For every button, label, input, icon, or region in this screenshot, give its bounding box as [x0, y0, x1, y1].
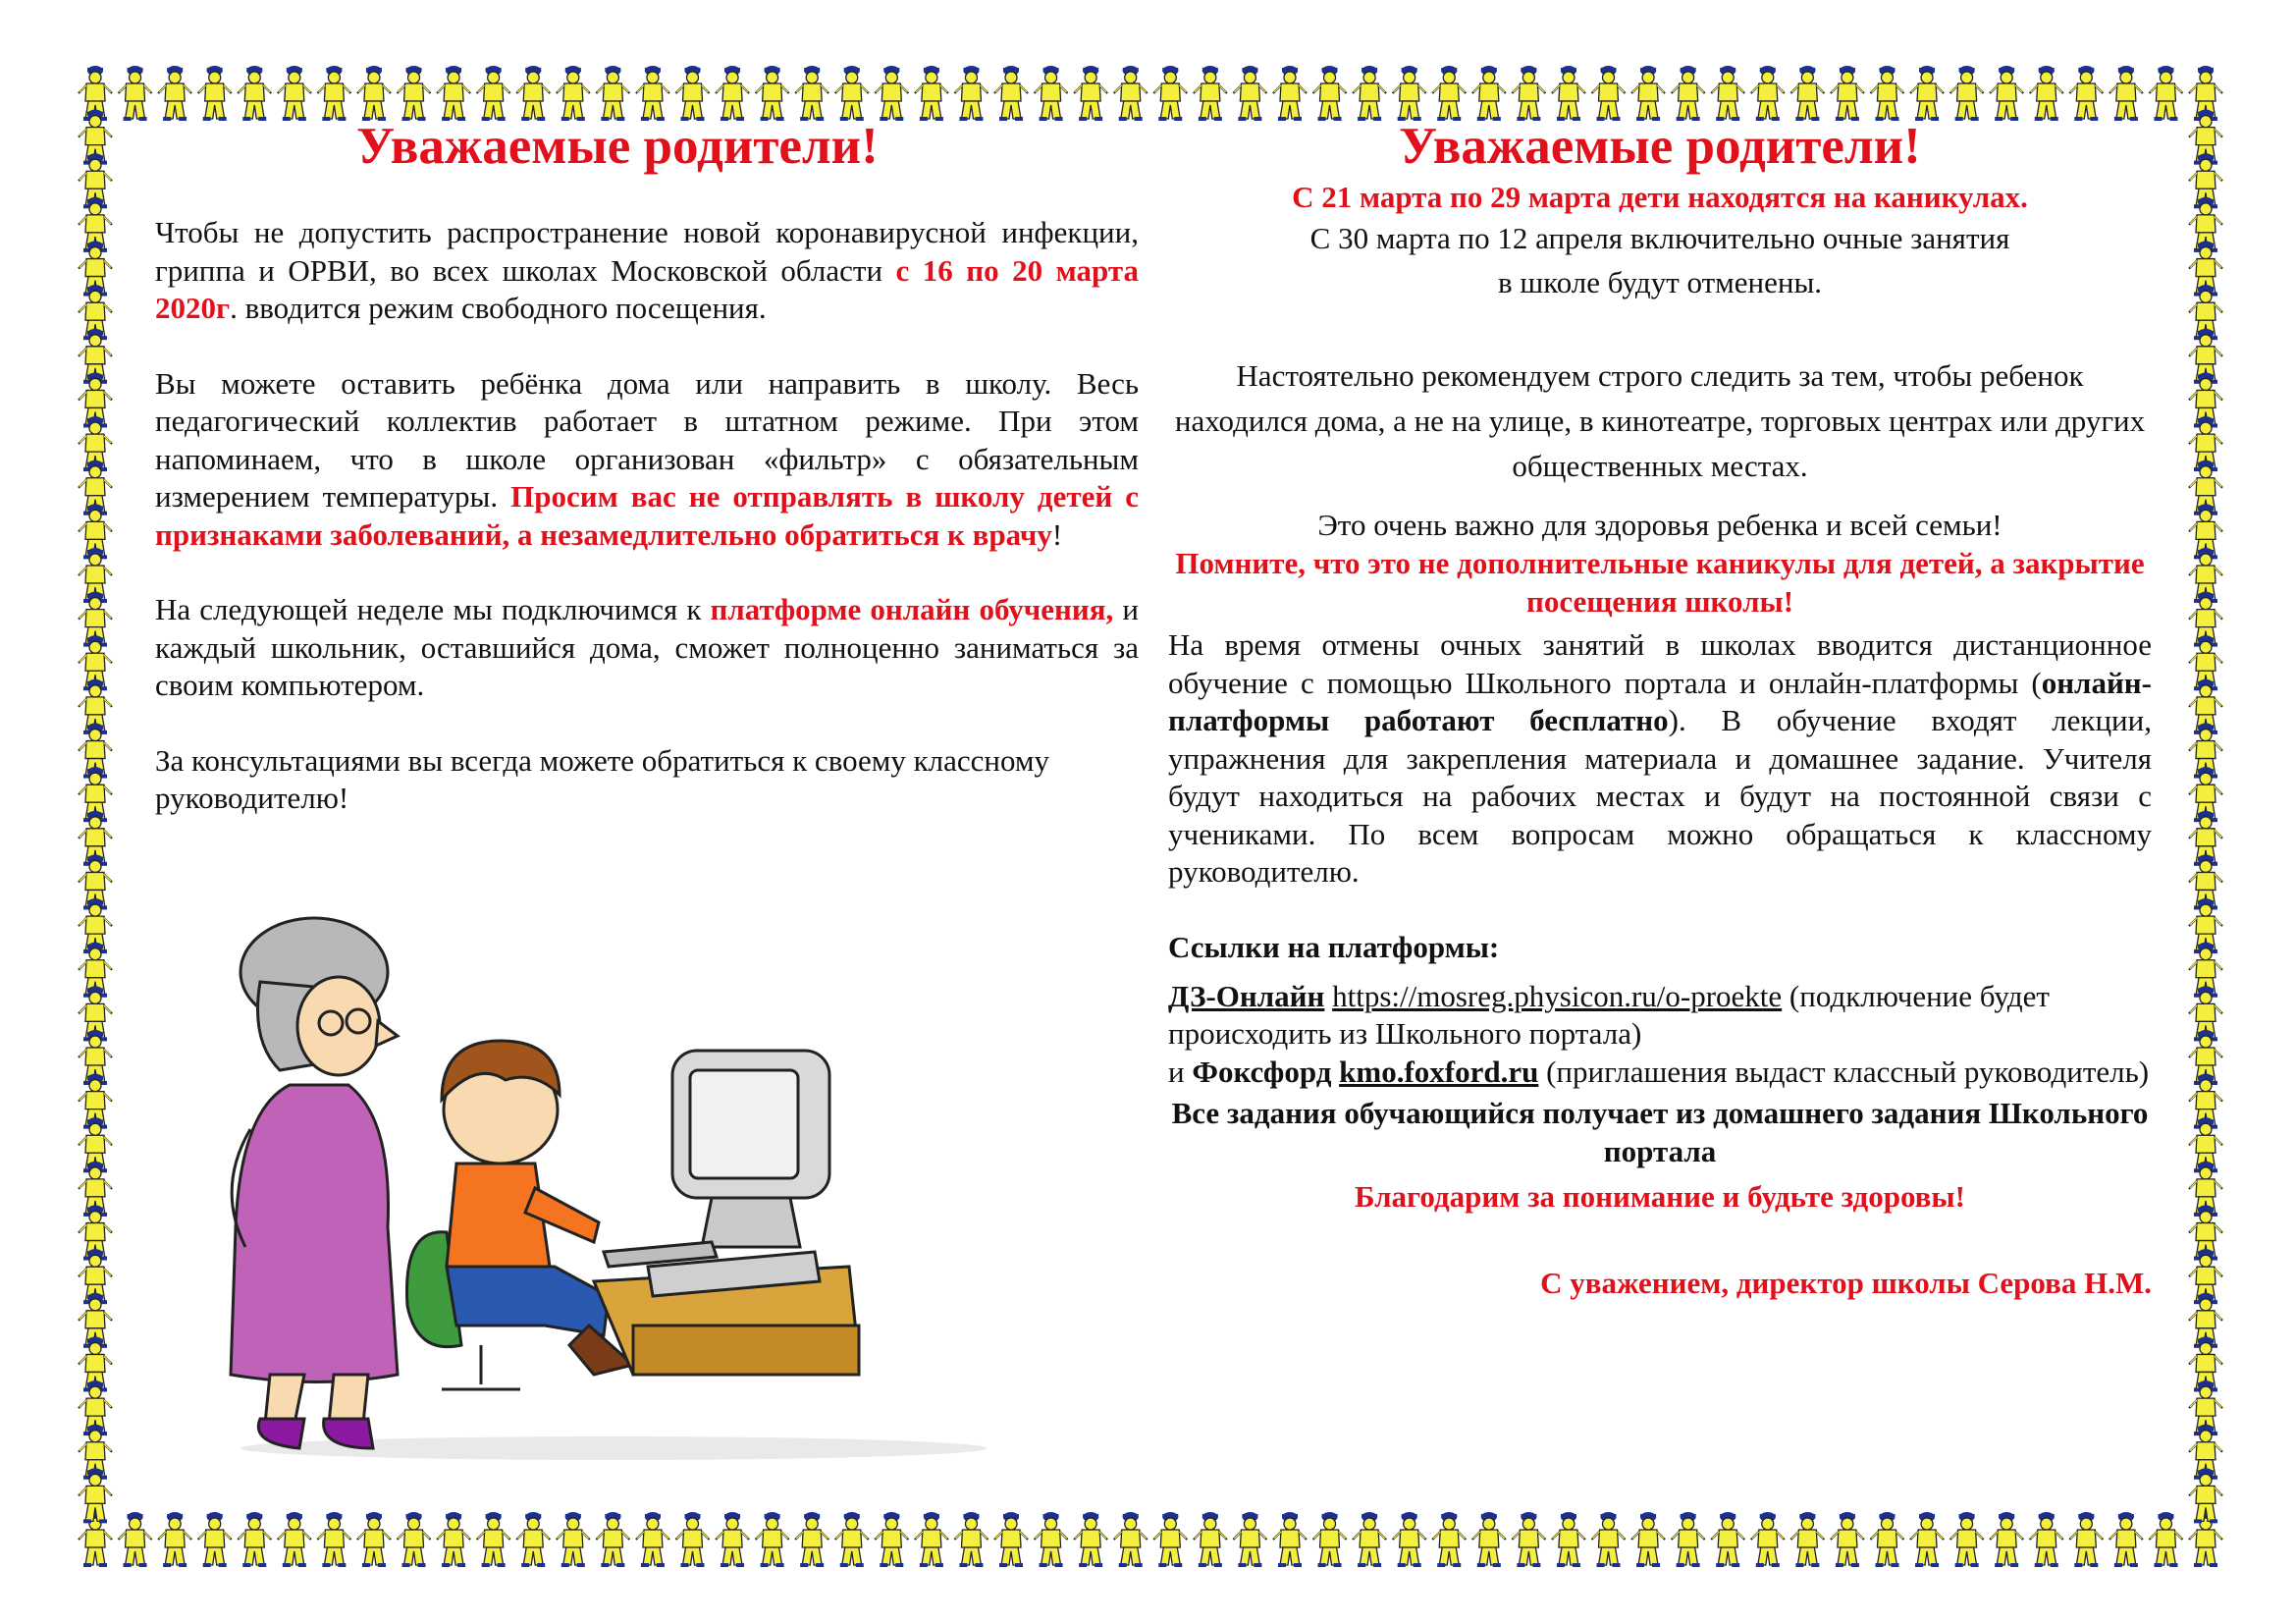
schoolboy-figure-icon: [835, 66, 869, 121]
schoolboy-figure-icon: [795, 1512, 828, 1567]
tasks-notice: Все задания обучающийся получает из домашнего задания Школьного портала: [1171, 1096, 2149, 1168]
schoolboy-figure-icon: [1790, 66, 1824, 121]
schoolboy-figure-icon: [278, 1512, 311, 1567]
schoolboy-figure-icon: [1313, 1512, 1347, 1567]
schoolboy-figure-icon: [2030, 66, 2063, 121]
schoolboy-figure-icon: [1353, 66, 1386, 121]
schoolboy-figure-icon: [1233, 66, 1266, 121]
schoolboy-figure-icon: [1194, 1512, 1227, 1567]
text-span: . вводится режим свободного посещения.: [230, 291, 767, 325]
schoolboy-figure-icon: [636, 1512, 669, 1567]
text-span: Чтобы не допустить распространение новой коронавирусной инфекции, гриппа и ОРВИ, во всех школах Московской области: [155, 215, 1139, 288]
schoolboy-figure-icon: [1711, 66, 1744, 121]
schoolboy-figure-icon: [437, 66, 470, 121]
schoolboy-figure-icon: [675, 1512, 709, 1567]
cancel-line-2: в школе будут отменены.: [1497, 265, 1823, 299]
schoolboy-figure-icon: [198, 66, 232, 121]
schoolboy-figure-icon: [1990, 1512, 2023, 1567]
schoolboy-figure-icon: [1711, 1512, 1744, 1567]
schoolboy-figure-icon: [2069, 1512, 2103, 1567]
paragraph-free-attendance: [155, 214, 1139, 328]
paragraph-consultations: За консультациями вы всегда можете обратиться к своему классному руководителю!: [155, 742, 1050, 815]
schoolboy-figure-icon: [1153, 66, 1187, 121]
schoolboy-figure-icon: [1672, 1512, 1705, 1567]
schoolboy-figure-icon: [357, 1512, 391, 1567]
left-title: Уважаемые родители!: [356, 118, 879, 175]
cancel-line-1: С 30 марта по 12 апреля включительно очные занятия: [1309, 221, 2010, 255]
paragraph-online-platform: [155, 591, 1139, 705]
schoolboy-figure-icon: [158, 1512, 191, 1567]
schoolboy-figure-icon: [915, 1512, 948, 1567]
schoolboy-figure-icon: [795, 66, 828, 121]
schoolboy-figure-icon: [875, 66, 908, 121]
schoolboy-figure-icon: [317, 1512, 350, 1567]
schoolboy-figure-icon: [994, 66, 1028, 121]
director-signature: С уважением, директор школы Серова Н.М.: [1540, 1266, 2152, 1300]
distance-learning-paragraph: [1168, 626, 2152, 892]
schoolboy-figure-icon: [675, 66, 709, 121]
schoolboy-figure-icon: [238, 1512, 271, 1567]
schoolboy-figure-icon: [1035, 66, 1068, 121]
schoolboy-figure-icon: [1552, 1512, 1585, 1567]
schoolboy-figure-icon: [716, 1512, 749, 1567]
schoolboy-figure-icon: [1472, 1512, 1506, 1567]
holidays-notice: С 21 марта по 29 марта дети находятся на каникулах.: [1292, 180, 2028, 214]
free-platforms-highlight: онлайн-платформы работают бесплатно: [1168, 665, 2152, 737]
schoolboy-figure-icon: [516, 66, 550, 121]
schoolboy-figure-icon: [1194, 66, 1227, 121]
schoolboy-figure-icon: [1870, 1512, 1903, 1567]
schoolboy-figure-icon: [398, 1512, 431, 1567]
schoolboy-figure-icon: [119, 66, 152, 121]
schoolboy-figure-icon: [596, 1512, 629, 1567]
schoolboy-figure-icon: [756, 66, 789, 121]
text-span: (приглашения выдаст классный руководитель): [1538, 1054, 2150, 1089]
schoolboy-figure-icon: [1114, 1512, 1148, 1567]
schoolboy-figure-icon: [238, 66, 271, 121]
platform-highlight: платформе онлайн обучения,: [710, 592, 1114, 626]
schoolboy-figure-icon: [1592, 66, 1626, 121]
text-span: и каждый школьник, оставшийся дома, сможет полноценно заниматься за своим компьютером.: [155, 592, 1139, 702]
schoolboy-figure-icon: [2030, 1512, 2063, 1567]
health-importance: Это очень важно для здоровья ребенка и всей семьи!: [1317, 508, 2002, 542]
schoolboy-figure-icon: [1592, 1512, 1626, 1567]
dz-online-link[interactable]: https://mosreg.physicon.ru/o-proekte: [1332, 978, 1783, 1013]
schoolboy-figure-icon: [1631, 66, 1665, 121]
schoolboy-figure-icon: [1910, 66, 1944, 121]
schoolboy-figure-icon: [1950, 66, 1984, 121]
schoolboy-figure-icon: [477, 66, 510, 121]
schoolboy-figure-icon: [636, 66, 669, 121]
schoolboy-figure-icon: [516, 1512, 550, 1567]
schoolboy-figure-icon: [1552, 66, 1585, 121]
text-span: На время отмены очных занятий в школах вводится дистанционное обучение с помощью Школьного портала и онлайн-платформы (: [1168, 627, 2152, 700]
schoolboy-figure-icon: [1631, 1512, 1665, 1567]
links-heading: Ссылки на платформы:: [1168, 929, 1500, 964]
schoolboy-figure-icon: [1114, 66, 1148, 121]
schoolboy-figure-icon: [756, 1512, 789, 1567]
platform-link-foxford: [1168, 1054, 2152, 1092]
schoolboy-figure-icon: [954, 1512, 988, 1567]
schoolboy-figure-icon: [477, 1512, 510, 1567]
schoolboy-figure-icon: [1353, 1512, 1386, 1567]
schoolboy-figure-icon: [1512, 66, 1545, 121]
schoolboy-figure-icon: [357, 66, 391, 121]
schoolboy-figure-icon: [398, 66, 431, 121]
schoolboy-figure-icon: [1074, 66, 1107, 121]
schoolboy-figure-icon: [278, 66, 311, 121]
schoolboy-figure-icon: [2069, 66, 2103, 121]
schoolboy-figure-icon: [1273, 1512, 1307, 1567]
schoolboy-figure-icon: [158, 66, 191, 121]
right-column: [1168, 116, 2152, 1302]
schoolboy-figure-icon: [1432, 66, 1466, 121]
schoolboy-figure-icon: [437, 1512, 470, 1567]
schoolboy-figure-icon: [1313, 66, 1347, 121]
schoolboy-figure-icon: [1751, 1512, 1785, 1567]
schoolboy-figure-icon: [875, 1512, 908, 1567]
text-span: ). В обучение входят лекции, упражнения для закрепления материала и домашнее задание. Учителя будут находиться на рабочих местах и будут на постоянной связи с учениками. По всем вопросам можно обращаться к классному руководителю.: [1168, 703, 2152, 889]
stay-home-recommendation: Настоятельно рекомендуем строго следить за тем, чтобы ребенок находился дома, а не на улице, в кинотеатре, торговых центрах или других общественных местах.: [1174, 358, 2146, 483]
schoolboy-figure-icon: [2109, 1512, 2143, 1567]
schoolboy-figure-icon: [1990, 66, 2023, 121]
schoolboy-figure-icon: [1153, 1512, 1187, 1567]
schoolboy-figure-icon: [317, 66, 350, 121]
schoolboy-figure-icon: [915, 66, 948, 121]
dz-online-name: ДЗ-Онлайн: [1168, 978, 1325, 1013]
schoolboy-figure-icon: [1472, 66, 1506, 121]
text-span: (подключение будет происходить из Школьного портала): [1168, 978, 2050, 1051]
schoolboy-figure-icon: [954, 66, 988, 121]
right-title: Уважаемые родители!: [1399, 118, 1921, 175]
schoolboy-figure-icon: [119, 1512, 152, 1567]
schoolboy-figure-icon: [2149, 66, 2182, 121]
schoolboy-figure-icon: [1751, 66, 1785, 121]
dates-highlight: с 16 по 20 марта 2020г: [155, 252, 1139, 325]
schoolboy-figure-icon: [1831, 66, 1864, 121]
left-column: [155, 116, 1139, 818]
foxford-link[interactable]: kmo.foxford.ru: [1339, 1054, 1539, 1089]
schoolboy-figure-icon: [557, 66, 590, 121]
schoolboy-figure-icon: [1393, 1512, 1426, 1567]
schoolboy-figure-icon: [1432, 1512, 1466, 1567]
schoolboy-figure-icon: [1393, 66, 1426, 121]
schoolboy-figure-icon: [716, 66, 749, 121]
sick-children-warning: Просим вас не отправлять в школу детей с признаками заболеваний, а незамедлительно обратиться к врачу: [155, 479, 1139, 552]
text-span: и: [1168, 1054, 1193, 1089]
schoolboy-figure-icon: [596, 66, 629, 121]
text-span: !: [1051, 516, 1063, 552]
schoolboy-figure-icon: [1035, 1512, 1068, 1567]
schoolboy-figure-icon: [994, 1512, 1028, 1567]
foxford-name: Фоксфорд: [1192, 1054, 1332, 1089]
text-span: Вы можете оставить ребёнка дома или направить в школу. Весь педагогический коллектив работает в штатном режиме. При этом напоминаем, что в школе организован «фильтр» с обязательным измерением температуры.: [155, 365, 1139, 514]
thanks-line: Благодарим за понимание и будьте здоровы!: [1355, 1179, 1965, 1214]
schoolboy-figure-icon: [1273, 66, 1307, 121]
schoolboy-figure-icon: [1512, 1512, 1545, 1567]
schoolboy-figure-icon: [1074, 1512, 1107, 1567]
schoolboy-figure-icon: [1950, 1512, 1984, 1567]
schoolboy-figure-icon: [1910, 1512, 1944, 1567]
text-span: На следующей неделе мы подключимся к: [155, 592, 711, 626]
schoolboy-figure-icon: [1790, 1512, 1824, 1567]
schoolboy-figure-icon: [1870, 66, 1903, 121]
platform-link-dz: [1168, 978, 2152, 1054]
schoolboy-figure-icon: [2149, 1512, 2182, 1567]
schoolboy-figure-icon: [198, 1512, 232, 1567]
schoolboy-figure-icon: [1672, 66, 1705, 121]
schoolboy-figure-icon: [1831, 1512, 1864, 1567]
schoolboy-figure-icon: [835, 1512, 869, 1567]
not-holidays-warning: Помните, что это не дополнительные каникулы для детей, а закрытие посещения школы!: [1175, 546, 2145, 619]
schoolboy-figure-icon: [1233, 1512, 1266, 1567]
schoolboy-figure-icon: [557, 1512, 590, 1567]
grandmother-boy-computer-illustration: [221, 913, 1016, 1473]
schoolboy-figure-icon: [2109, 66, 2143, 121]
paragraph-filter: [155, 365, 1139, 555]
